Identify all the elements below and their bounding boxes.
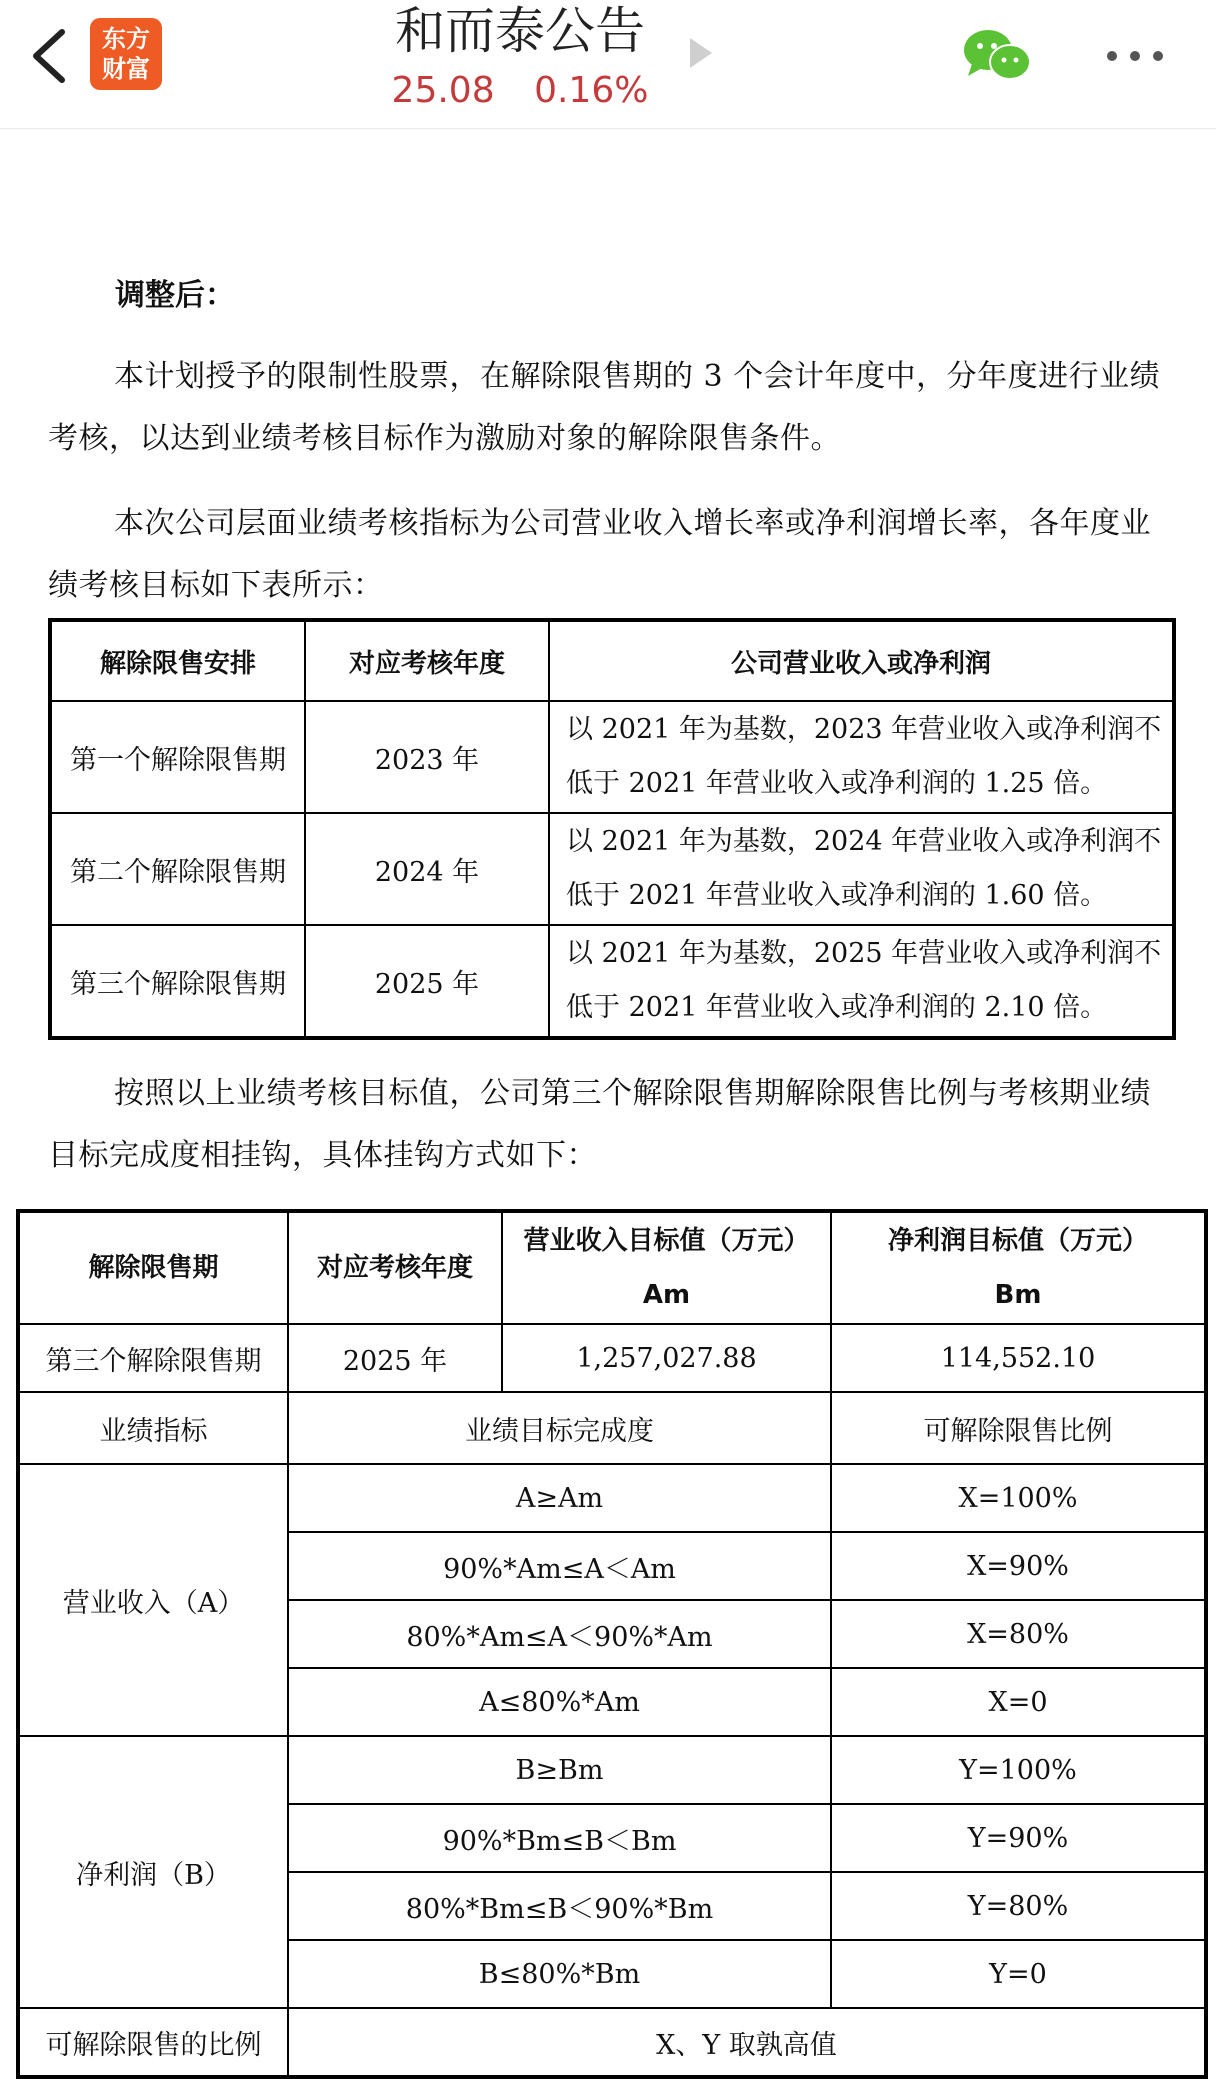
back-arrow-icon[interactable] xyxy=(24,24,72,88)
table-cell: B≤80%*Bm xyxy=(288,1940,831,2008)
table-header-cell: 解除限售期 xyxy=(18,1211,288,1324)
paragraph-2: 本次公司层面业绩考核指标为公司营业收入增长率或净利润增长率，各年度业绩考核目标如下表所示： xyxy=(48,506,1151,603)
table-row xyxy=(18,1392,1206,1464)
table-cell: Y=90% xyxy=(831,1804,1206,1872)
table-cell: 第一个解除限售期 xyxy=(50,701,305,813)
table-cell: X=100% xyxy=(831,1464,1206,1532)
stock-change: 0.16% xyxy=(534,70,649,111)
table-row xyxy=(18,1736,1206,1804)
table-header-cell: 净利润目标值（万元） Bm xyxy=(831,1211,1206,1324)
table-header-row xyxy=(50,620,1174,701)
table-row xyxy=(50,813,1174,925)
wechat-icon[interactable] xyxy=(962,28,1032,84)
table-cell: 90%*Bm≤B＜Bm xyxy=(288,1804,831,1872)
stock-quote xyxy=(330,66,710,116)
table-cell: 净利润（B） xyxy=(18,1736,288,2008)
table-header-cell: 营业收入目标值（万元） Am xyxy=(502,1211,831,1324)
table-cell: 可解除限售比例 xyxy=(831,1392,1206,1464)
table-cell: 80%*Bm≤B＜90%*Bm xyxy=(288,1872,831,1940)
stock-price: 25.08 xyxy=(391,70,495,111)
table-cell: 2025 年 xyxy=(305,925,549,1038)
table-cell: 1,257,027.88 xyxy=(502,1324,831,1392)
section-heading: 调整后： xyxy=(115,278,235,313)
paragraph-3: 按照以上业绩考核目标值，公司第三个解除限售期解除限售比例与考核期业绩目标完成度相挂钩，具体挂钩方式如下： xyxy=(48,1076,1151,1173)
eastmoney-logo[interactable]: 东方 财富 xyxy=(90,18,162,90)
table-cell: 业绩指标 xyxy=(18,1392,288,1464)
table-row xyxy=(50,701,1174,813)
table-header-cell: 公司营业收入或净利润 xyxy=(549,620,1174,701)
table-cell: 2024 年 xyxy=(305,813,549,925)
table-header-row xyxy=(18,1211,1206,1324)
table-header-cell: 解除限售安排 xyxy=(50,620,305,701)
table-cell: 第三个解除限售期 xyxy=(18,1324,288,1392)
table-cell: 业绩目标完成度 xyxy=(288,1392,831,1464)
table-cell: X=90% xyxy=(831,1532,1206,1600)
table-row xyxy=(18,1324,1206,1392)
table-cell: 90%*Am≤A＜Am xyxy=(288,1532,831,1600)
table-cell: 2023 年 xyxy=(305,701,549,813)
table-cell: 以 2021 年为基数，2023 年营业收入或净利润不低于 2021 年营业收入或净利润的 1.25 倍。 xyxy=(549,701,1174,813)
table-cell: X、Y 取孰高值 xyxy=(288,2008,1206,2077)
table-cell: 2025 年 xyxy=(288,1324,502,1392)
app-header xyxy=(0,0,1216,129)
table-cell: 以 2021 年为基数，2025 年营业收入或净利润不低于 2021 年营业收入或净利润的 2.10 倍。 xyxy=(549,925,1174,1038)
table-cell: X=80% xyxy=(831,1600,1206,1668)
table-header-cell: 对应考核年度 xyxy=(305,620,549,701)
table-cell: Y=100% xyxy=(831,1736,1206,1804)
play-triangle-icon[interactable] xyxy=(688,36,714,70)
table-cell: 114,552.10 xyxy=(831,1324,1206,1392)
table-cell: 可解除限售的比例 xyxy=(18,2008,288,2077)
table-cell: 80%*Am≤A＜90%*Am xyxy=(288,1600,831,1668)
page-title: 和而泰公告 xyxy=(395,2,645,60)
table-cell: A≥Am xyxy=(288,1464,831,1532)
table-cell: A≤80%*Am xyxy=(288,1668,831,1736)
performance-target-table xyxy=(48,618,1176,1040)
table-row xyxy=(18,1464,1206,1532)
table-cell: X=0 xyxy=(831,1668,1206,1736)
table-cell: 第二个解除限售期 xyxy=(50,813,305,925)
paragraph-1: 本计划授予的限制性股票，在解除限售期的 3 个会计年度中，分年度进行业绩考核，以达到业绩考核目标作为激励对象的解除限售条件。 xyxy=(48,359,1161,456)
table-row xyxy=(50,925,1174,1038)
more-dots-icon[interactable] xyxy=(1104,48,1166,64)
table-header-cell: 对应考核年度 xyxy=(288,1211,502,1324)
table-row xyxy=(18,2008,1206,2077)
table-cell: 营业收入（A） xyxy=(18,1464,288,1736)
table-cell: Y=80% xyxy=(831,1872,1206,1940)
table-cell: 第三个解除限售期 xyxy=(50,925,305,1038)
release-ratio-table xyxy=(16,1209,1208,2079)
table-cell: Y=0 xyxy=(831,1940,1206,2008)
table-cell: 以 2021 年为基数，2024 年营业收入或净利润不低于 2021 年营业收入或净利润的 1.60 倍。 xyxy=(549,813,1174,925)
table-cell: B≥Bm xyxy=(288,1736,831,1804)
